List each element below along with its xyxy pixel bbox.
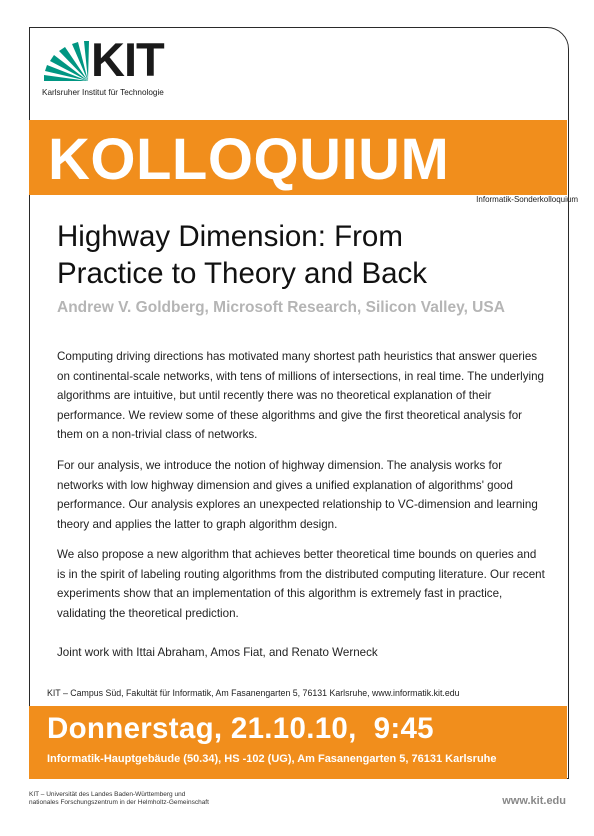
footer-url: www.kit.edu — [502, 795, 566, 807]
kit-wordmark: KIT — [91, 33, 164, 86]
date-band — [29, 706, 567, 779]
date-time: Donnerstag, 21.10.10, 9:45 — [47, 712, 434, 745]
header-title: KOLLOQUIUM — [48, 127, 450, 192]
talk-title — [57, 218, 557, 292]
kit-subtitle: Karlsruher Institut für Technologie — [42, 88, 164, 97]
header-band — [29, 120, 567, 195]
talk-title-line-1: Highway Dimension: From — [57, 220, 403, 253]
venue: Informatik-Hauptgebäude (50.34), HS -102 (UG), Am Fasanengarten 5, 76131 Karlsruhe — [47, 753, 497, 765]
abstract-paragraph-2: For our analysis, we introduce the notion of highway dimension. The analysis works for networks with low highway dimension and gives a unified explanation of algorithms' good performance. Our analysis explores an unexpected relationship to VC-dimension and learning theory and applies the latter to graph algorithm design. — [57, 459, 538, 531]
speaker: Andrew V. Goldberg, Microsoft Research, Silicon Valley, USA — [57, 299, 505, 316]
talk-title-line-2: Practice to Theory and Back — [57, 257, 428, 290]
kit-logo-mark-icon — [42, 41, 90, 83]
abstract-paragraph-1: Computing driving directions has motivated many shortest path heuristics that answer queries on continental-scale networks, with tens of millions of intersections, in real time. The underlying algorithms are intuitive, but until recently there was no theoretical explanation of their performance. We review some of these algorithms and give the first theoretical analysis for them on a non-trivial class of networks. — [57, 350, 544, 442]
footer-line-2: nationales Forschungszentrum in der Helmholtz-Gemeinschaft — [29, 799, 209, 806]
abstract-paragraph-3: We also propose a new algorithm that achieves better theoretical time bounds on queries and is in the spirit of labeling routing algorithms from the distributed computing literature. Our recent experiments show that an implementation of this algorithm is extremely fast in practice, validating the theoretical prediction. — [57, 548, 545, 620]
colloquium-type: Informatik-Sonderkolloquium — [476, 195, 578, 204]
kit-logo — [42, 33, 172, 101]
footer-institution — [29, 791, 209, 807]
campus-address: KIT – Campus Süd, Fakultät für Informatik, Am Fasanengarten 5, 76131 Karlsruhe, www.informatik.kit.edu — [47, 688, 460, 698]
footer-line-1: KIT – Universität des Landes Baden-Württemberg und — [29, 791, 186, 798]
joint-work-note: Joint work with Ittai Abraham, Amos Fiat, and Renato Werneck — [57, 646, 378, 659]
